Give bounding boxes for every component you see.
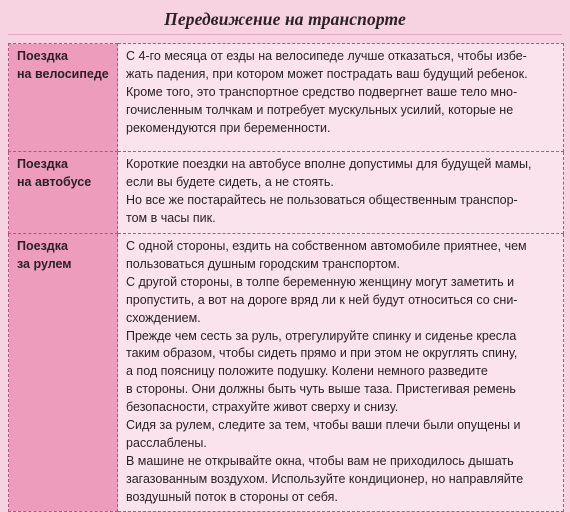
row-label-line: на автобусе: [17, 174, 92, 189]
table-row-bus: [9, 152, 564, 234]
row-label-bus: [9, 152, 118, 234]
text-line: если вы будете сидеть, а не стоять.: [126, 174, 334, 189]
text-line: С другой стороны, в толпе беременную женщину могут заметить и: [126, 274, 515, 289]
row-label-car: [9, 234, 118, 512]
text-line: рекомендуются при беременности.: [126, 120, 331, 135]
text-line: В машине не открывайте окна, чтобы вам не приходилось дышать: [126, 453, 514, 468]
text-line: в стороны. Они должны быть чуть выше таза. Пристегивая ремень: [126, 382, 516, 397]
page-title: Передвижение на транспорте: [164, 9, 406, 29]
text-line: схождением.: [126, 310, 201, 325]
text-line: жать падения, при котором может пострадать ваш будущий ребенок.: [126, 66, 528, 81]
table-row-bicycle: [9, 44, 564, 152]
row-text-car: [118, 234, 564, 512]
row-label-bicycle: [9, 44, 118, 152]
transport-table: [8, 43, 564, 512]
row-label-line: за рулем: [17, 256, 72, 271]
text-line: Но все же постарайтесь не пользоваться общественным транспор-: [126, 192, 518, 207]
row-label-line: Поездка: [17, 157, 68, 171]
row-label-line: Поездка: [17, 239, 68, 253]
text-line: С 4-го месяца от езды на велосипеде лучше отказаться, чтобы избе-: [126, 49, 527, 63]
text-line: Сидя за рулем, следите за тем, чтобы ваши плечи были опущены и: [126, 418, 521, 433]
row-text-bus: [118, 152, 564, 234]
text-line: С одной стороны, ездить на собственном автомобиле приятнее, чем: [126, 239, 527, 253]
text-line: пропустить, а вот на дороге вряд ли к ней будут относиться со сни-: [126, 292, 518, 307]
row-text-bicycle: [118, 44, 564, 152]
text-line: том в часы пик.: [126, 210, 216, 225]
text-line: Короткие поездки на автобусе вполне допустимы для будущей мамы,: [126, 157, 532, 171]
text-line: а под поясницу положите подушку. Колени немного разведите: [126, 364, 488, 379]
text-line: расслаблены.: [126, 435, 207, 450]
text-line: Прежде чем сесть за руль, отрегулируйте спинку и сиденье кресла: [126, 328, 517, 343]
text-line: таким образом, чтобы сидеть прямо и при этом не округлять спину,: [126, 346, 518, 361]
text-line: Кроме того, это транспортное средство подвергнет ваше тело мно-: [126, 84, 518, 99]
row-label-line: на велосипеде: [17, 66, 109, 81]
text-line: безопасности, страхуйте живот сверху и снизу.: [126, 400, 399, 415]
row-label-line: Поездка: [17, 49, 68, 63]
text-line: воздушный поток в стороны от себя.: [126, 489, 338, 504]
title-divider: [8, 34, 562, 35]
table-row-car: [9, 234, 564, 512]
text-line: загазованным воздухом. Используйте кондиционер, но направляйте: [126, 471, 524, 486]
text-line: пользоваться душным городским транспортом.: [126, 256, 400, 271]
text-line: гочисленным толчкам и потребует мускульных усилий, которые не: [126, 102, 514, 117]
